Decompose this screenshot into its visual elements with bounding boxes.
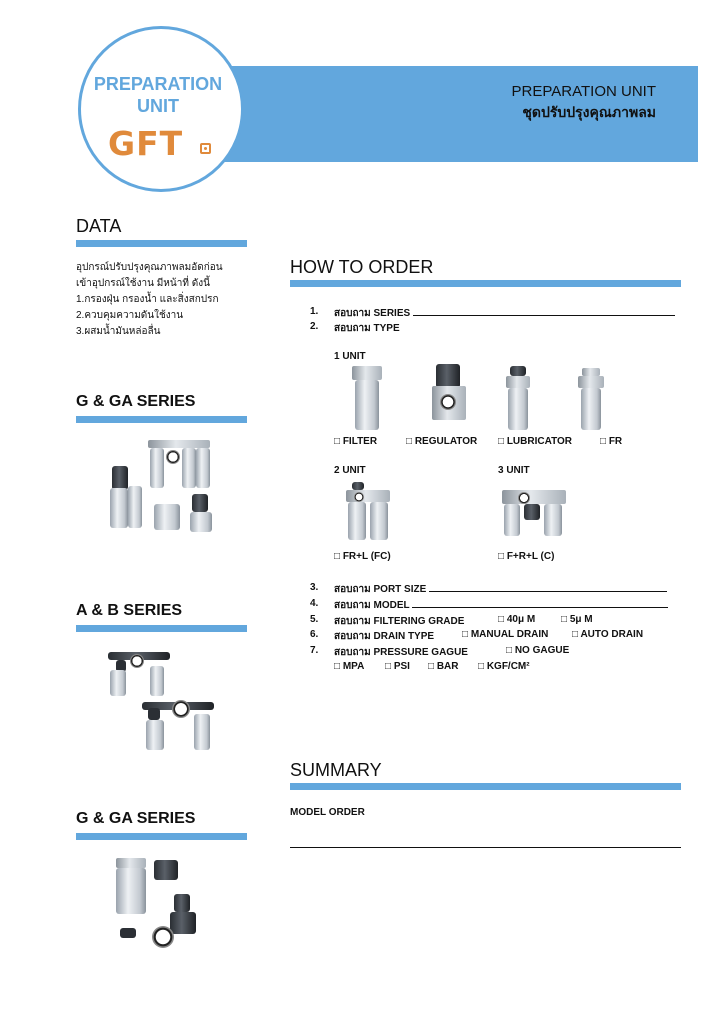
option-bar[interactable]: □ BAR bbox=[428, 661, 459, 672]
option-no-gauge[interactable]: □ NO GAGUE bbox=[506, 645, 570, 656]
series-heading-g-ga: G & GA SERIES bbox=[76, 393, 196, 410]
summary-heading: SUMMARY bbox=[290, 760, 382, 780]
option-fr[interactable]: □ FR bbox=[600, 436, 623, 447]
option-kgf-cm2[interactable]: □ KGF/CM² bbox=[478, 661, 530, 672]
g-ga-product-image bbox=[108, 436, 218, 540]
description-line: 3.ผสมน้ำมันหล่อลื่น bbox=[76, 326, 161, 337]
fr-image bbox=[576, 368, 606, 434]
option-5-micron[interactable]: □ 5μ M bbox=[561, 614, 593, 625]
unit2-label: 2 UNIT bbox=[334, 465, 366, 476]
logo-text-line2: UNIT bbox=[137, 96, 179, 116]
series-answer-line[interactable] bbox=[413, 307, 675, 316]
option-lubricator[interactable]: □ LUBRICATOR bbox=[498, 436, 572, 447]
option-f-r-l[interactable]: □ F+R+L (C) bbox=[498, 551, 555, 562]
how-to-order-heading: HOW TO ORDER bbox=[290, 257, 434, 277]
item-number: 5. bbox=[310, 614, 319, 625]
summary-rule bbox=[290, 783, 681, 790]
series-rule bbox=[76, 833, 247, 840]
option-psi[interactable]: □ PSI bbox=[385, 661, 410, 672]
regulator-image bbox=[428, 364, 468, 434]
order-item-label: สอบถาม MODEL bbox=[334, 600, 410, 611]
accessories-product-image bbox=[108, 854, 218, 958]
description bbox=[76, 260, 223, 340]
order-item-label: สอบถาม SERIES bbox=[334, 308, 411, 319]
model-order-answer-line[interactable] bbox=[290, 847, 681, 848]
option-fr-l[interactable]: □ FR+L (FC) bbox=[334, 551, 391, 562]
item-number: 3. bbox=[310, 582, 319, 593]
description-line: 2.ควบคุมความดันใช้งาน bbox=[76, 310, 184, 321]
brand-mark-icon bbox=[200, 143, 211, 154]
series-rule bbox=[76, 625, 247, 632]
option-auto-drain[interactable]: □ AUTO DRAIN bbox=[572, 629, 644, 640]
how-to-order-rule bbox=[290, 280, 681, 287]
option-manual-drain[interactable]: □ MANUAL DRAIN bbox=[462, 629, 549, 640]
filter-image bbox=[350, 366, 384, 434]
model-answer-line[interactable] bbox=[412, 599, 668, 608]
fr-l-image bbox=[344, 482, 392, 544]
item-number: 1. bbox=[310, 306, 319, 317]
option-regulator[interactable]: □ REGULATOR bbox=[406, 436, 478, 447]
item-number: 4. bbox=[310, 598, 319, 609]
series-heading-g-ga-accessories: G & GA SERIES bbox=[76, 810, 196, 827]
option-mpa[interactable]: □ MPA bbox=[334, 661, 365, 672]
order-item-filtering-grade: สอบถาม FILTERING GRADE bbox=[334, 616, 465, 627]
order-item-pressure-gauge: สอบถาม PRESSURE GAGUE bbox=[334, 647, 468, 658]
description-line: 1.กรองฝุ่น กรองน้ำ และสิ่งสกปรก bbox=[76, 294, 219, 305]
brand-logo: GFT bbox=[108, 124, 184, 163]
order-item-type: สอบถาม TYPE bbox=[334, 323, 400, 334]
order-item-drain-type: สอบถาม DRAIN TYPE bbox=[334, 631, 435, 642]
port-size-answer-line[interactable] bbox=[429, 583, 667, 592]
header-title: PREPARATION UNIT bbox=[511, 83, 656, 100]
order-item-series bbox=[334, 306, 675, 321]
option-40-micron[interactable]: □ 40μ M bbox=[498, 614, 536, 625]
series-heading-a-b: A & B SERIES bbox=[76, 602, 183, 619]
description-line: อุปกรณ์ปรับปรุงคุณภาพลมอัดก่อน bbox=[76, 262, 223, 273]
logo-text-line1: PREPARATION bbox=[93, 74, 223, 94]
description-line: เข้าอุปกรณ์ใช้งาน มีหน้าที่ ดังนี้ bbox=[76, 278, 210, 289]
data-heading: DATA bbox=[76, 216, 122, 236]
series-rule bbox=[76, 416, 247, 423]
order-item-model bbox=[334, 598, 668, 613]
a-b-product-image bbox=[106, 648, 216, 752]
f-r-l-image bbox=[500, 488, 568, 542]
lubricator-image bbox=[504, 366, 532, 434]
item-number: 6. bbox=[310, 629, 319, 640]
header-subtitle: ชุดปรับปรุงคุณภาพลม bbox=[522, 104, 656, 120]
unit1-label: 1 UNIT bbox=[334, 351, 366, 362]
order-item-port-size bbox=[334, 582, 667, 597]
model-order-label: MODEL ORDER bbox=[290, 807, 365, 818]
data-rule bbox=[76, 240, 247, 247]
unit3-label: 3 UNIT bbox=[498, 465, 530, 476]
item-number: 7. bbox=[310, 645, 319, 656]
option-filter[interactable]: □ FILTER bbox=[334, 436, 378, 447]
item-number: 2. bbox=[310, 321, 319, 332]
order-item-label: สอบถาม PORT SIZE bbox=[334, 584, 427, 595]
